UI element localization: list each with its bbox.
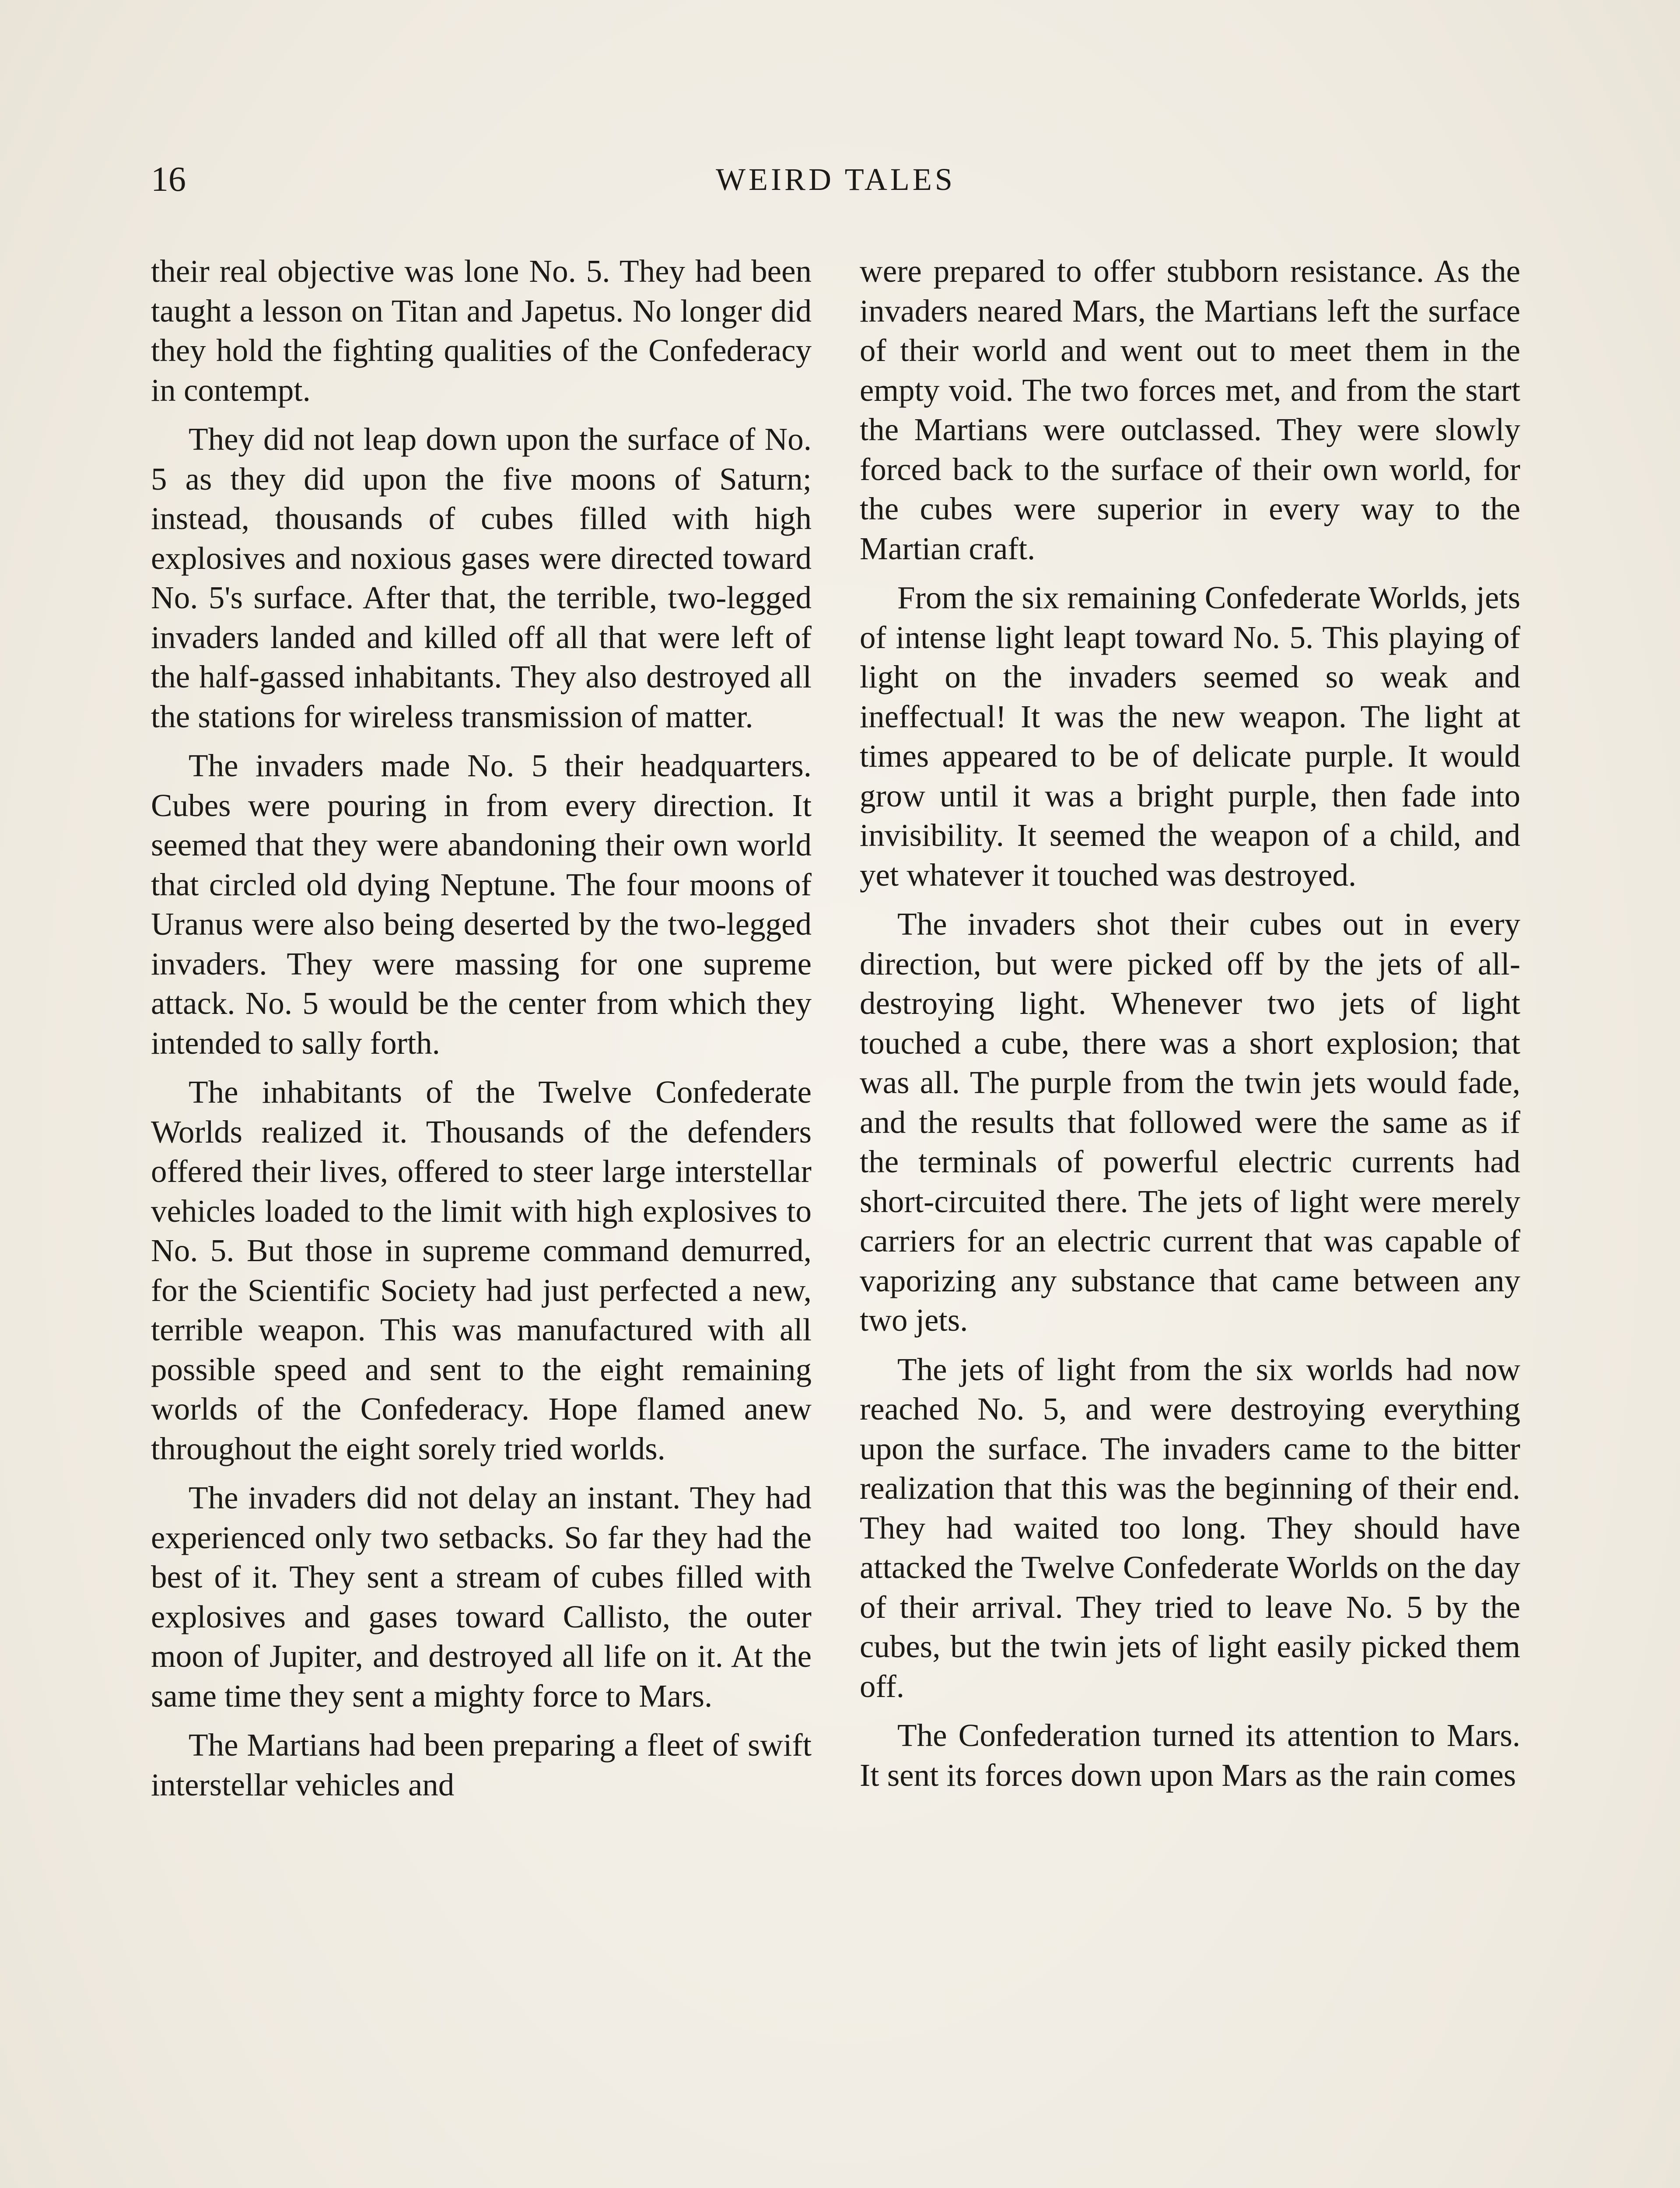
paragraph: They did not leap down upon the surface of No. 5 as they did upon the five moons of Saturn; instead, thousands of cubes filled with high explosives and noxious gases were directed toward No. 5's surface. After that, the terrible, two-legged invaders landed and killed off all that were left of the half-gassed inhabitants. They also destroyed all the stations for wireless transmission of matter.: [151, 421, 812, 734]
paragraph: The inhabitants of the Twelve Confederate Worlds realized it. Thousands of the defenders offered their lives, offered to steer large interstellar vehicles loaded to the limit with high explosives to No. 5. But those in supreme command demurred, for the Scientific Society had just perfected a new, terrible weapon. This was manufactured with all possible speed and sent to the eight remaining worlds of the Confederacy. Hope flamed anew throughout the eight sorely tried worlds.: [151, 1074, 812, 1466]
paragraph: The Martians had been preparing a fleet of swift interstellar vehicles and: [151, 1727, 812, 1802]
page-number: 16: [151, 160, 186, 199]
paragraph: The Confederation turned its attention to Mars. It sent its forces down upon Mars as the rain comes: [860, 1718, 1520, 1793]
paragraph: The invaders made No. 5 their headquarters. Cubes were pouring in from every direction. It seemed that they were abandoning their own world that circled old dying Neptune. The four moons of Uranus were also being deserted by the two-legged invaders. They were massing for one supreme attack. No. 5 would be the center from which they intended to sally forth.: [151, 748, 812, 1061]
page-header: [151, 153, 1520, 206]
left-column: [151, 252, 812, 2188]
paragraph: From the six remaining Confederate Worlds, jets of intense light leapt toward No. 5. This playing of light on the invaders seemed so weak and ineffectual! It was the new weapon. The light at times appeared to be of delicate purple. It would grow until it was a bright purple, then fade into invisibility. It seemed the weapon of a child, and yet whatever it touched was destroyed.: [860, 580, 1520, 893]
paragraph: their real objective was lone No. 5. They had been taught a lesson on Titan and Japetus. No longer did they hold the fighting qualities of the Confederacy in contempt.: [151, 253, 812, 408]
paragraph: were prepared to offer stubborn resistance. As the invaders neared Mars, the Martians left the surface of their world and went out to meet them in the empty void. The two forces met, and from the start the Martians were outclassed. They were slowly forced back to the surface of their own world, for the cubes were superior in every way to the Martian craft.: [860, 253, 1520, 566]
paragraph: The invaders shot their cubes out in every direction, but were picked off by the jets of all-destroying light. Whenever two jets of light touched a cube, there was a short explosion; that was all. The purple from the twin jets would fade, and the results that followed were the same as if the terminals of powerful electric currents had short-circuited there. The jets of light were merely carriers for an electric current that was capable of vaporizing any substance that came between any two jets.: [860, 906, 1520, 1338]
paragraph: The invaders did not delay an instant. They had experienced only two setbacks. So far they had the best of it. They sent a stream of cubes filled with explosives and gases toward Callisto, the outer moon of Jupiter, and destroyed all life on it. At the same time they sent a mighty force to Mars.: [151, 1480, 812, 1714]
running-head: WEIRD TALES: [716, 162, 956, 197]
right-column: [860, 252, 1520, 2188]
paragraph: The jets of light from the six worlds had now reached No. 5, and were destroying everything upon the surface. The invaders came to the bitter realization that this was the beginning of their end. They had waited too long. They should have attacked the Twelve Confederate Worlds on the day of their arrival. They tried to leave No. 5 by the cubes, but the twin jets of light easily picked them off.: [860, 1351, 1520, 1704]
